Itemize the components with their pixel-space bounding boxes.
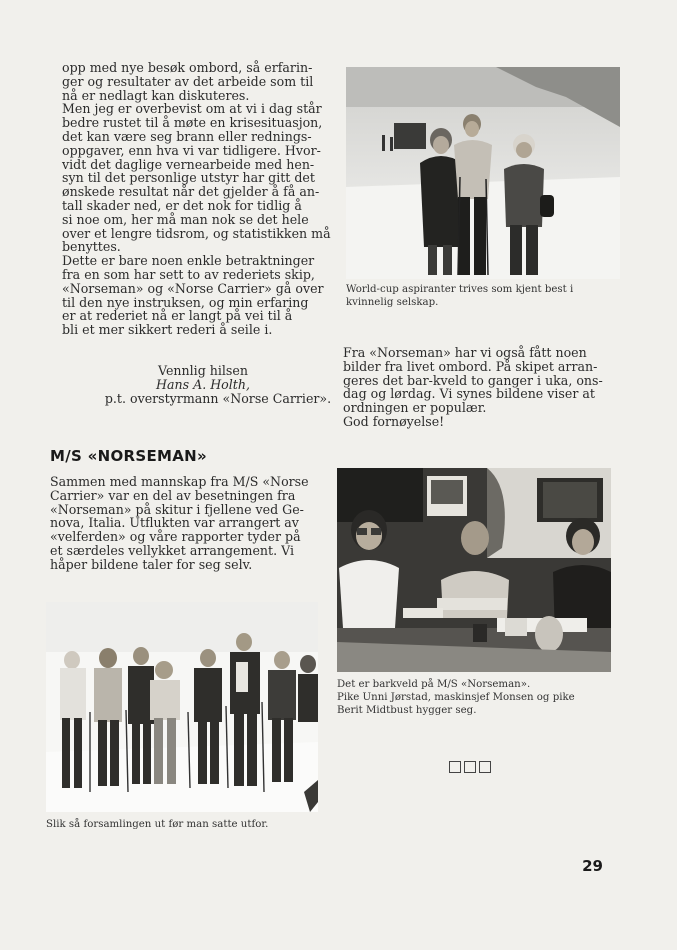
end-mark-box: [479, 761, 491, 773]
end-mark: [449, 761, 491, 773]
text-line: til den nye instruksen, og min erfaring: [62, 294, 309, 310]
photo-snow-scene: [346, 67, 620, 279]
text-line: «Norseman» og «Norse Carrier» gå over: [62, 280, 324, 296]
text-line: geres det bar-kveld to ganger i uka, ons-: [343, 372, 603, 388]
caption-line: kvinnelig selskap.: [346, 297, 439, 308]
caption-line: Berit Midtbust hygger seg.: [337, 705, 477, 716]
text-line: God fornøyelse!: [343, 413, 445, 429]
signature-name: Hans A. Holth,: [156, 376, 250, 392]
photo-bar-scene: [337, 468, 611, 672]
photo-bar-evening: [337, 468, 611, 672]
text-line: bli et mer sikkert rederi å seile i.: [62, 322, 273, 338]
text-line: ønskede resultat når det gjelder å få an-: [62, 184, 320, 200]
text-line: er at rederiet nå er langt på vei til å: [62, 308, 293, 324]
photo-ski-group: [46, 602, 318, 812]
bar-evening-text: [343, 346, 628, 429]
text-line: bilder fra livet ombord. På skipet arran-: [343, 358, 598, 374]
text-line: fra en som har sett to av rederiets skip,: [62, 266, 315, 282]
section-heading: M/S «NORSEMAN»: [50, 447, 208, 465]
text-line: «velferden» og våre rapporter tyder på: [50, 529, 301, 545]
photo-world-cup-women: [346, 67, 620, 279]
caption-line: Det er barkveld på M/S «Norseman».: [337, 679, 531, 690]
text-line: over et lengre tidsrom, og statistikken må: [62, 225, 331, 241]
text-line: «Norseman» på skitur i fjellene ved Ge-: [50, 501, 304, 517]
intro-text: [62, 61, 334, 337]
text-line: opp med nye besøk ombord, så erfarin-: [62, 60, 313, 75]
text-line: si noe om, her må man nok se det hele: [62, 211, 309, 227]
caption-line: Pike Unni Jørstad, maskinsjef Monsen og pike: [337, 692, 575, 703]
text-line: nå er nedlagt kan diskuteres.: [62, 87, 250, 103]
page-number: 29: [582, 857, 603, 875]
text-line: ordningen er populær.: [343, 400, 487, 416]
text-line: et særdeles vellykket arrangement. Vi: [50, 542, 294, 558]
text-line: benyttes.: [62, 239, 121, 255]
text-line: dag og lørdag. Vi synes bildene viser at: [343, 386, 595, 402]
end-mark-box: [449, 761, 461, 773]
text-line: Carrier» var en del av besetningen fra: [50, 487, 296, 503]
photo-ski-scene: [46, 602, 318, 812]
text-line: håper bildene taler for seg selv.: [50, 556, 253, 572]
text-line: bedre rustet til å møte en krisesituasjon,: [62, 115, 323, 131]
text-line: Men jeg er overbevist om at vi i dag står: [62, 101, 322, 117]
signature-title: p.t. overstyrmann «Norse Carrier».: [104, 390, 332, 406]
caption-ski-group: Slik så forsamlingen ut før man satte utfor.: [46, 819, 269, 830]
text-line: Fra «Norseman» har vi også fått noen: [343, 345, 587, 360]
text-line: ger og resultater av det arbeide som til: [62, 73, 314, 89]
text-line: Sammen med mannskap fra M/S «Norse: [50, 474, 309, 489]
text-line: tall skader ned, er det nok for tidlig å: [62, 197, 302, 213]
text-line: Dette er bare noen enkle betraktninger: [62, 253, 315, 269]
text-line: syn til det personlige utstyr har gitt det: [62, 170, 315, 186]
end-mark-box: [464, 761, 476, 773]
text-line: nova, Italia. Utflukten var arrangert av: [50, 515, 299, 531]
text-line: det kan være seg brann eller rednings-: [62, 128, 312, 144]
caption-line: World-cup aspiranter trives som kjent best i: [346, 284, 574, 295]
signature: [62, 364, 334, 405]
text-line: oppgaver, enn hva vi var tidligere. Hvor-: [62, 142, 321, 158]
caption-bar-evening: [337, 678, 627, 717]
section-body: [50, 475, 334, 572]
text-line: vidt det daglige vernearbeide med hen-: [62, 156, 315, 172]
signature-greeting: Vennlig hilsen: [158, 363, 248, 378]
caption-world-cup: [346, 283, 626, 309]
